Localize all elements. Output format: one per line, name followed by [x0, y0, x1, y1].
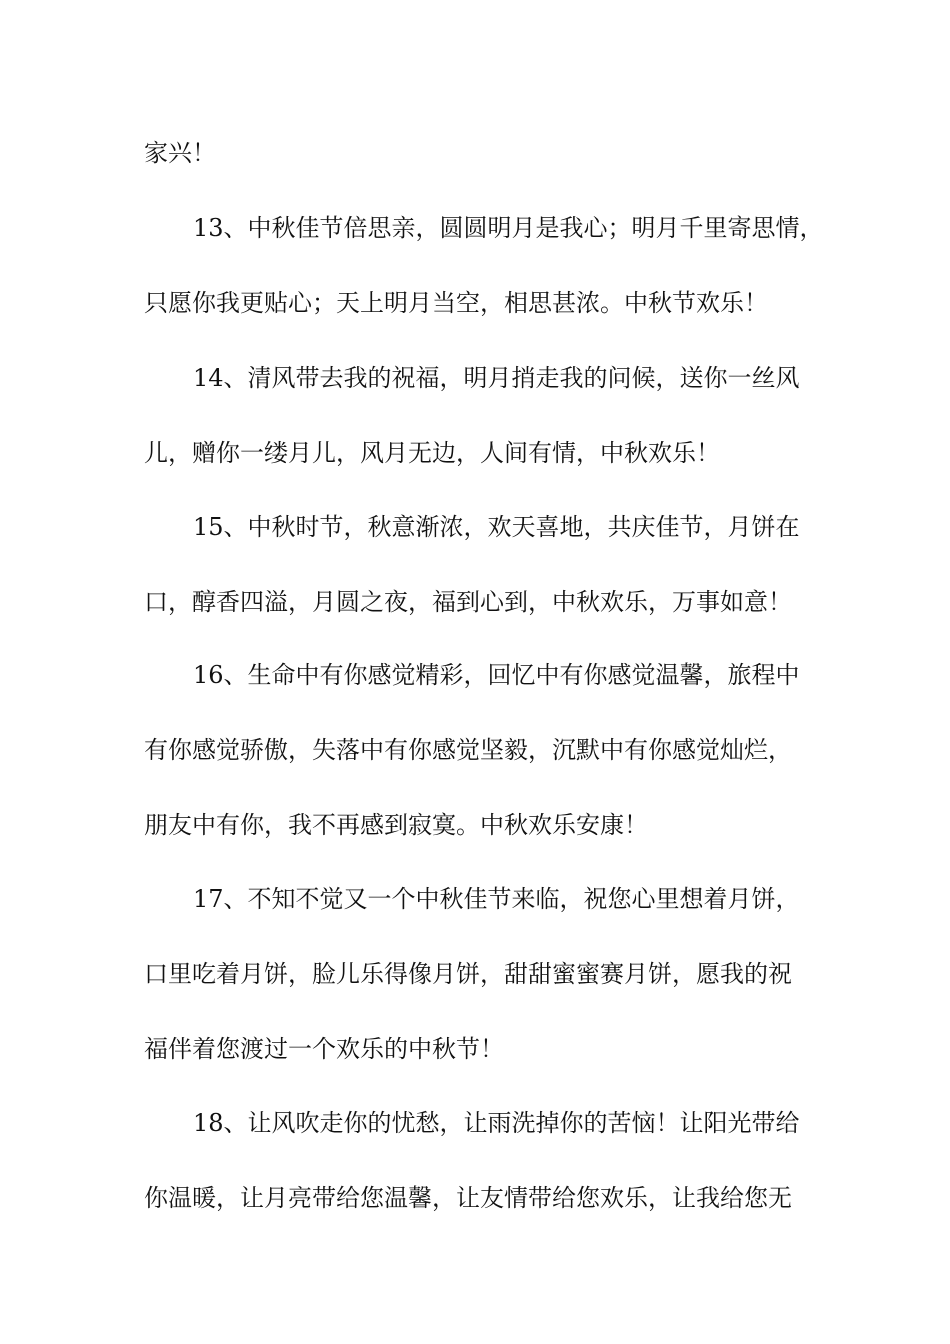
text-line-1: 家兴！	[144, 139, 216, 167]
text-line-10: 朋友中有你，我不再感到寂寞。中秋欢乐安康！	[144, 811, 648, 839]
text-line-7: 口，醇香四溢，月圆之夜，福到心到，中秋欢乐，万事如意！	[144, 588, 792, 616]
text-line-13: 福伴着您渡过一个欢乐的中秋节！	[144, 1035, 504, 1063]
text-line-2: 13、中秋佳节倍思亲，圆圆明月是我心；明月千里寄思情，	[193, 214, 824, 242]
text-line-4: 14、清风带去我的祝福，明月捎走我的问候，送你一丝风	[193, 364, 800, 392]
text-line-11: 17、不知不觉又一个中秋佳节来临，祝您心里想着月饼，	[193, 885, 800, 913]
text-line-14: 18、让风吹走你的忧愁，让雨洗掉你的苦恼！让阳光带给	[193, 1109, 800, 1137]
text-line-8: 16、生命中有你感觉精彩，回忆中有你感觉温馨，旅程中	[193, 661, 800, 689]
text-line-6: 15、中秋时节，秋意渐浓，欢天喜地，共庆佳节，月饼在	[193, 513, 800, 541]
text-line-12: 口里吃着月饼，脸儿乐得像月饼，甜甜蜜蜜赛月饼，愿我的祝	[144, 960, 792, 988]
text-line-3: 只愿你我更贴心；天上明月当空，相思甚浓。中秋节欢乐！	[144, 289, 768, 317]
text-line-9: 有你感觉骄傲，失落中有你感觉坚毅，沉默中有你感觉灿烂，	[144, 736, 792, 764]
text-line-15: 你温暖，让月亮带给您温馨，让友情带给您欢乐，让我给您无	[144, 1184, 792, 1212]
text-line-5: 儿，赠你一缕月儿，风月无边，人间有情，中秋欢乐！	[144, 439, 720, 467]
